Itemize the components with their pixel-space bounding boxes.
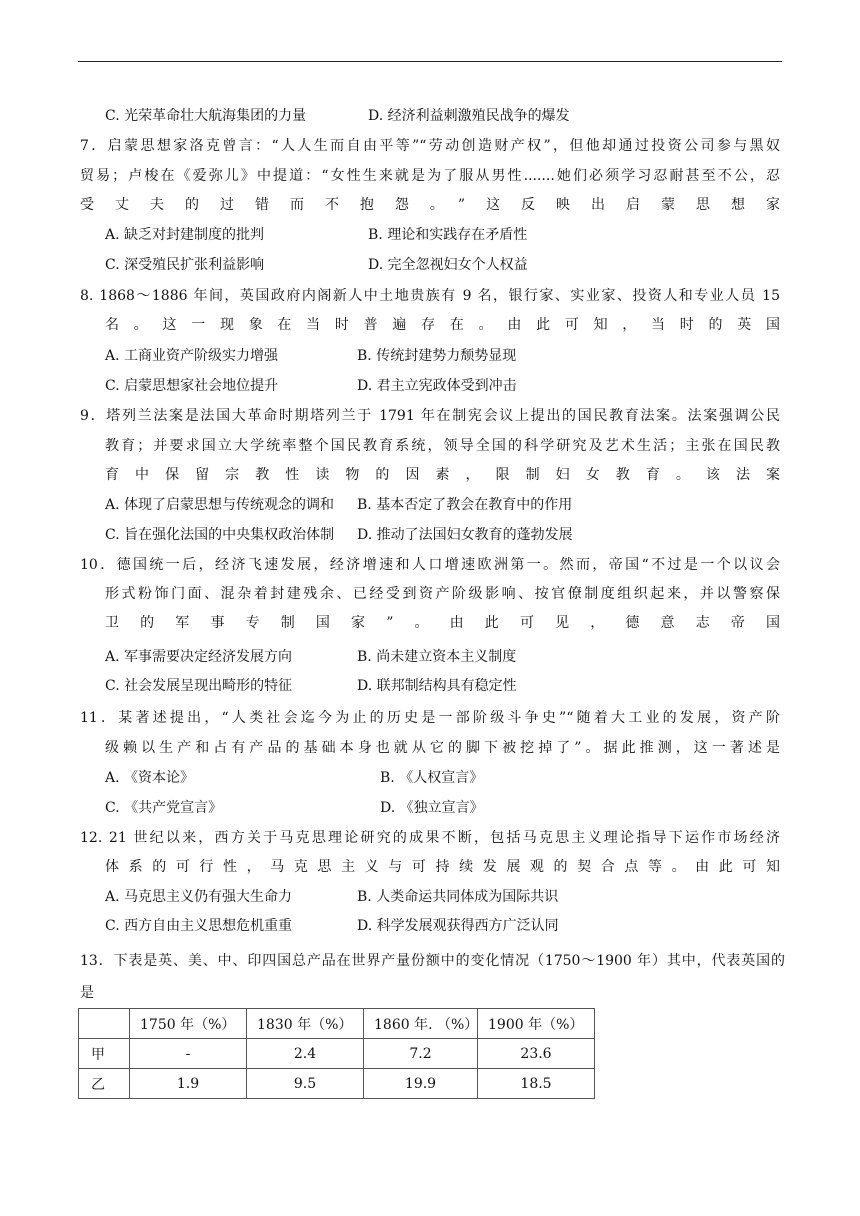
text-line: A. 《资本论》 [105,770,195,786]
text-line: 12. 21 世纪以来，西方关于马克思理论研究的成果不断，包括马克思主义理论指导下运作市场经济 [80,830,780,846]
table-row [79,1039,595,1069]
text-line: D. 经济利益刺激殖民战争的爆发 [368,108,570,124]
table-cell: 9.5 [247,1069,364,1099]
text-line: D. 联邦制结构具有稳定性 [357,678,517,694]
text-line: 是 [80,985,94,1001]
text-line: 贸易；卢梭在《爱弥儿》中提道：“女性生来就是为了服从男性.......她们必须学习忍耐甚至不公，忍 [80,168,780,184]
text-line: 级赖以生产和占有产品的基础本身也就从它的脚下被挖掉了”。据此推测，这一著述是 [105,740,780,756]
text-line: 名。这一现象在当时普遍存在。由此可知，当时的英国 [105,317,780,333]
text-line: A. 马克思主义仍有强大生命力 [105,889,293,905]
text-line: C. 深受殖民扩张利益影响 [105,257,265,273]
table-cell: - [130,1039,247,1069]
text-line: 10．德国统一后，经济飞速发展，经济增速和人口增速欧洲第一。然而，帝国“不过是一个以议会 [80,557,780,573]
table-cell: 1.9 [130,1069,247,1099]
table-header-cell: 1900 年（%） [478,1009,595,1039]
text-line: C. 启蒙思想家社会地位提升 [105,378,279,394]
text-line: 体系的可行性，马克思主义与可持续发展观的契合点等。由此可知 [105,859,780,875]
text-line: 形式粉饰门面、混杂着封建残余、已经受到资产阶级影响、按官僚制度组织起来，并以警察保 [105,586,780,602]
production-share-table [78,1008,595,1099]
table-cell: 18.5 [478,1069,595,1099]
table-cell: 甲 [79,1039,130,1069]
text-line: B. 理论和实践存在矛盾性 [368,227,528,243]
text-line: 受丈夫的过错而不抱怨。”这反映出启蒙思想家 [80,197,780,213]
table-header-cell: 1750 年（%） [130,1009,247,1039]
text-line: 卫的军事专制国家”。由此可见，德意志帝国 [105,615,780,631]
text-line: 13．下表是英、美、中、印四国总产品在世界产量份额中的变化情况（1750～1900 年）其中，代表英国的 [80,953,785,969]
text-line: B. 基本否定了教会在教育中的作用 [357,497,573,513]
table-cell: 23.6 [478,1039,595,1069]
text-line: 11．某著述提出，“人类社会迄今为止的历史是一部阶级斗争史”“随着大工业的发展，资产阶 [80,710,780,726]
text-line: 9．塔列兰法案是法国大革命时期塔列兰于 1791 年在制宪会议上提出的国民教育法案。法案强调公民 [80,408,780,424]
table-cell: 7.2 [364,1039,478,1069]
text-line: 7．启蒙思想家洛克曾言：“人人生而自由平等”“劳动创造财产权”，但他却通过投资公司参与黑奴 [80,138,780,154]
text-line: A. 缺乏对封建制度的批判 [105,227,265,243]
table-cell: 19.9 [364,1069,478,1099]
text-line: C. 西方自由主义思想危机重重 [105,918,293,934]
table-header-row [79,1009,595,1039]
table-header-cell: 1830 年（%） [247,1009,364,1039]
text-line: C. 光荣革命壮大航海集团的力量 [105,108,307,124]
text-line: B. 传统封建势力颓势显现 [357,348,517,364]
text-line: A. 工商业资产阶级实力增强 [105,348,279,364]
table-row [79,1069,595,1099]
text-line: B. 人类命运共同体成为国际共识 [357,889,559,905]
text-line: D. 科学发展观获得西方广泛认同 [357,918,559,934]
text-line: 教育；并要求国立大学统率整个国民教育系统，领导全国的科学研究及艺术生活；主张在国民教 [105,438,780,454]
text-line: D. 推动了法国妇女教育的蓬勃发展 [357,527,573,543]
text-line: 育中保留宗教性读物的因素，限制妇女教育。该法案 [105,467,780,483]
text-line: D. 君主立宪政体受到冲击 [357,378,517,394]
text-line: A. 体现了启蒙思想与传统观念的调和 [105,497,335,513]
text-line: D. 完全忽视妇女个人权益 [368,257,528,273]
header-rule [78,61,782,62]
text-line: A. 军事需要决定经济发展方向 [105,649,293,665]
table-cell: 乙 [79,1069,130,1099]
text-line: C. 《共产党宣言》 [105,800,223,816]
table-header-cell [79,1009,130,1039]
table-cell: 2.4 [247,1039,364,1069]
text-line: B. 《人权宣言》 [380,770,484,786]
table-header-cell: 1860 年. （%） [364,1009,478,1039]
text-line: D. 《独立宣言》 [380,800,484,816]
text-line: B. 尚未建立资本主义制度 [357,649,517,665]
text-line: 8. 1868～1886 年间，英国政府内阁新人中土地贵族有 9 名，银行家、实业家、投资人和专业人员 15 [80,288,780,304]
text-line: C. 旨在强化法国的中央集权政治体制 [105,527,335,543]
text-line: C. 社会发展呈现出畸形的特征 [105,678,293,694]
